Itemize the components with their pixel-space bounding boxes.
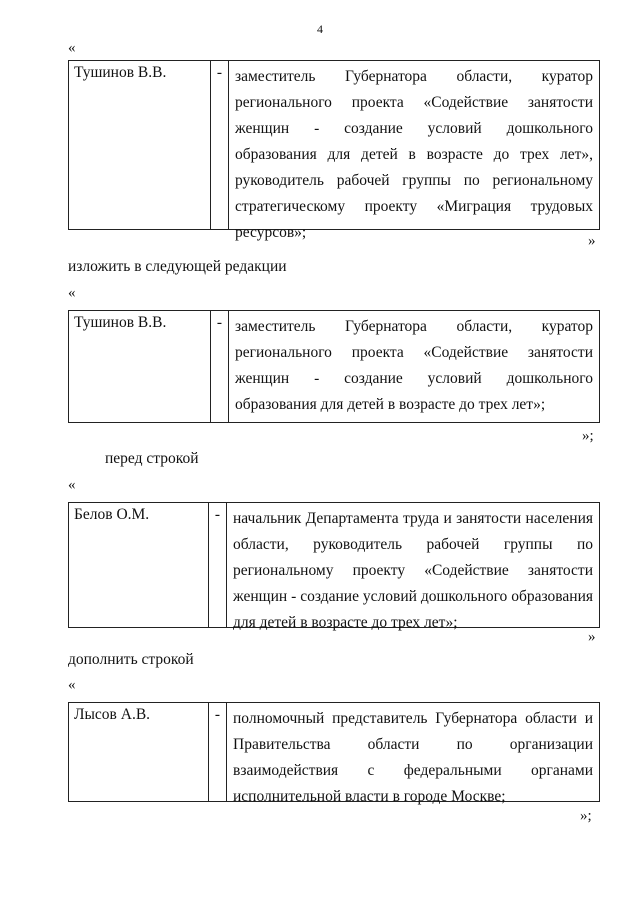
person-description: начальник Департамента труда и занятости населения области, руководитель рабочей группы по региональному проекту «Содействие занятости женщин - создание условий дошкольного образования для детей в возрасте до трех лет»; bbox=[233, 510, 593, 631]
instruction-replace: изложить в следующей редакции bbox=[68, 258, 287, 275]
person-name: Тушинов В.В. bbox=[69, 61, 211, 229]
close-quote: »; bbox=[582, 428, 594, 444]
dash: - bbox=[211, 61, 229, 229]
table-row bbox=[68, 60, 600, 241]
dash: - bbox=[211, 311, 229, 422]
person-description: заместитель Губернатора области, куратор регионального проекта «Содействие занятости женщин - создание условий дошкольного образования для детей в возрасте до трех лет», руководитель рабочей группы по региональному стратегическому проекту «Миграция трудовых ресурсов»; bbox=[235, 68, 593, 241]
dash: - bbox=[209, 503, 227, 627]
table-row bbox=[68, 502, 600, 631]
table-row bbox=[68, 702, 600, 805]
close-quote: »; bbox=[580, 808, 592, 824]
instruction-add-row: дополнить строкой bbox=[68, 651, 194, 668]
person-description: полномочный представитель Губернатора области и Правительства области по организации взаимодействия с федеральными органами исполнительной власти в городе Москве; bbox=[233, 710, 593, 805]
person-description: заместитель Губернатора области, куратор регионального проекта «Содействие занятости женщин - создание условий дошкольного образования для детей в возрасте до трех лет»; bbox=[235, 318, 593, 413]
instruction-before-row: перед строкой bbox=[105, 450, 199, 467]
close-quote: » bbox=[588, 233, 596, 249]
table-row bbox=[68, 310, 600, 423]
open-quote: « bbox=[68, 285, 76, 301]
close-quote: » bbox=[588, 629, 596, 645]
open-quote: « bbox=[68, 40, 76, 56]
person-name: Тушинов В.В. bbox=[69, 311, 211, 422]
person-name: Белов О.М. bbox=[69, 503, 209, 627]
page-number: 4 bbox=[317, 22, 323, 36]
open-quote: « bbox=[68, 477, 76, 493]
person-name: Лысов А.В. bbox=[69, 703, 209, 801]
open-quote: « bbox=[68, 677, 76, 693]
dash: - bbox=[209, 703, 227, 801]
